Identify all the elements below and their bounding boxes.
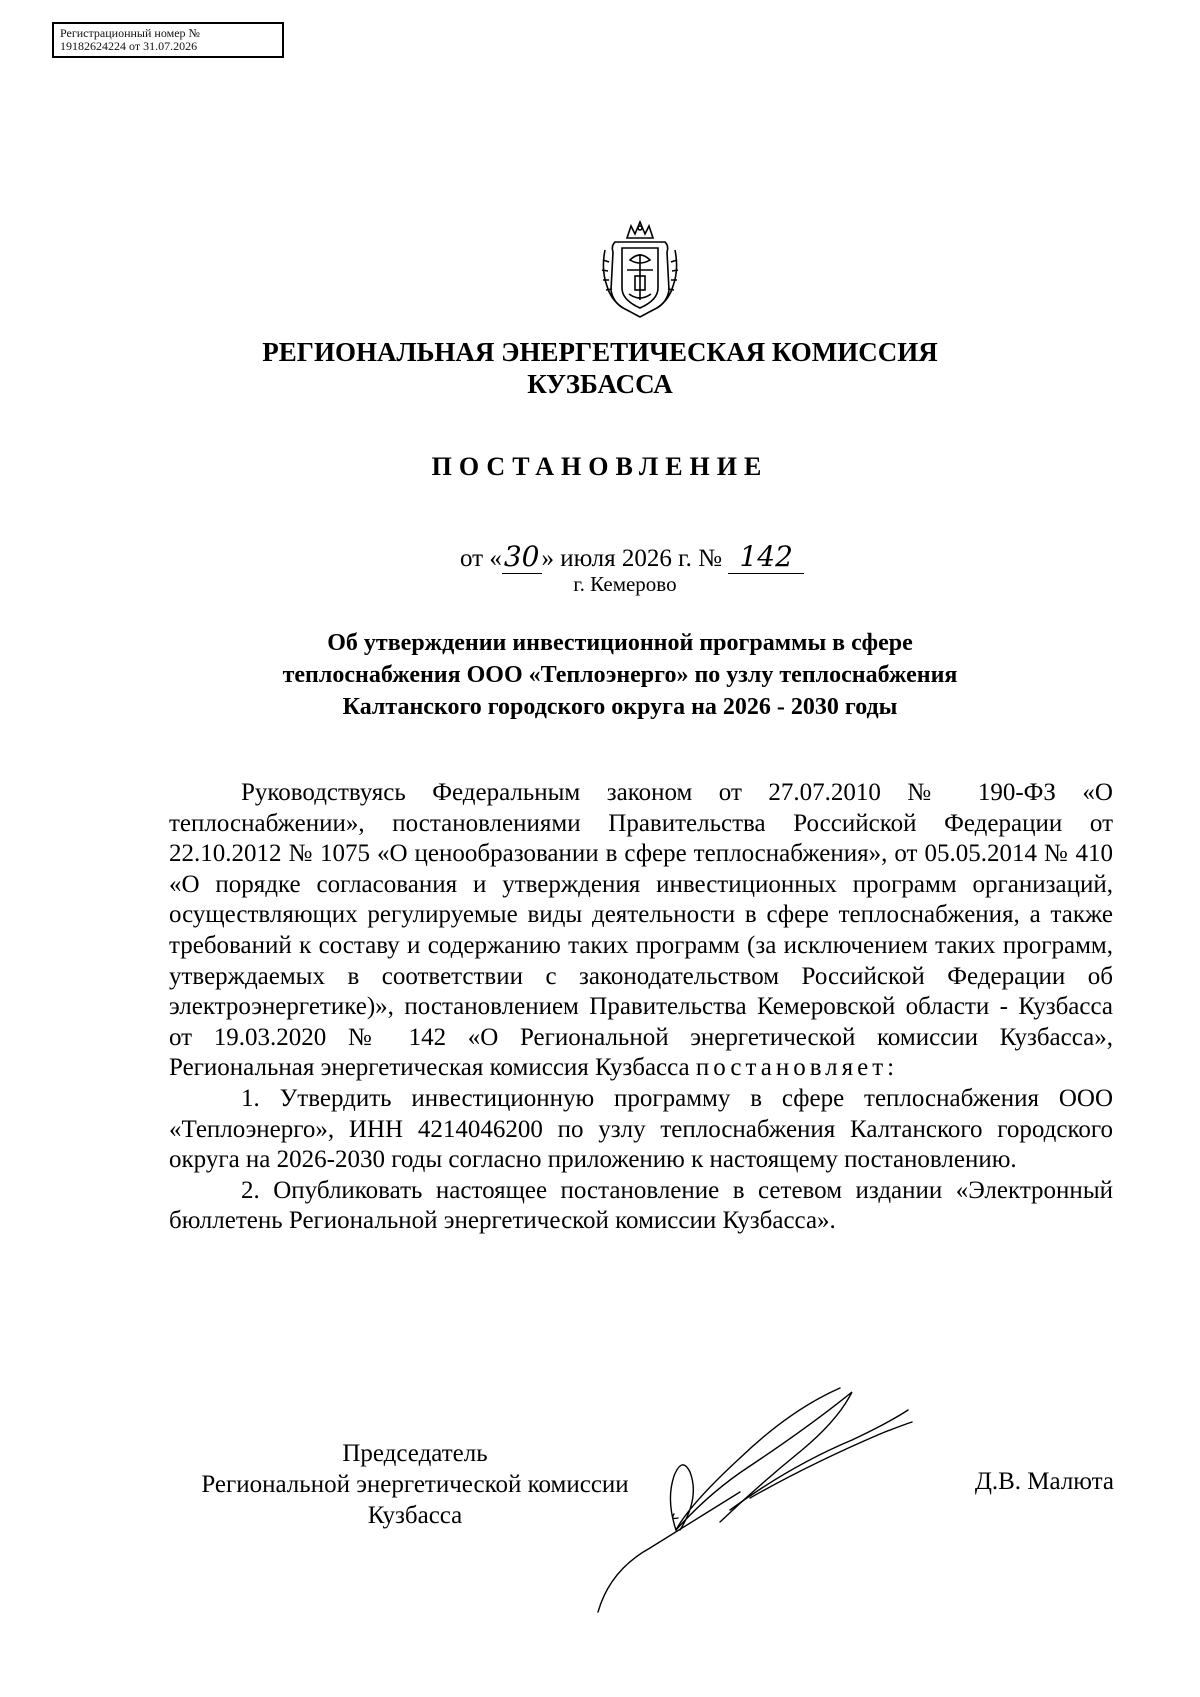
position-line-3: Кузбасса	[367, 1502, 463, 1529]
title-line-1: Об утверждении инвестиционной программы в сфере	[327, 630, 913, 656]
document-type: ПОСТАНОВЛЕНИЕ	[431, 452, 769, 481]
document-title	[0, 627, 1200, 723]
registration-stamp	[52, 22, 284, 58]
date-day-handwritten: 30	[503, 540, 540, 573]
position-line-2: Региональной энергетической комиссии	[201, 1471, 629, 1498]
handwritten-signature	[590, 1380, 1000, 1630]
date-middle: » июля 2026 г. №	[541, 545, 722, 572]
position-line-1: Председатель	[342, 1440, 488, 1467]
preamble-text: Руководствуясь Федеральным законом от 27.07.2010 № 190-ФЗ «О теплоснабжении», постановлениями Правительства Российской Федерации от 22.10.2012 № 1075 «О ценообразовании в сфере теплоснабжения», от 05.05.2014 № 410 «О порядке согласования и утверждения инвестиционных программ организаций, осуществляющих регулируемые виды деятельности в сфере теплоснабжения, а также требований к составу и содержанию таких программ (за исключением таких программ, утверждаемых в соответствии с законодательством Российской Федерации об электроэнергетике)», постановлением Правительства Кемеровской области - Кузбасса от 19.03.2020 № 142 «О Региональной энергетической комиссии Кузбасса», Региональная энергетическая комиссия Кузбасса	[169, 779, 1113, 1082]
document-body	[169, 778, 1113, 1237]
registration-number: 19182624224 от 31.07.2026	[60, 39, 198, 53]
preamble-paragraph	[169, 778, 1113, 1084]
title-line-2: теплоснабжения ООО «Теплоэнерго» по узлу теплоснабжения	[282, 662, 958, 688]
coat-of-arms-icon	[597, 220, 683, 320]
registration-label: Регистрационный номер №	[60, 26, 200, 40]
org-line-1: РЕГИОНАЛЬНАЯ ЭНЕРГЕТИЧЕСКАЯ КОМИССИЯ	[262, 337, 938, 367]
item-2: 2. Опубликовать настоящее постановление в сетевом издании «Электронный бюллетень Региональной энергетической комиссии Кузбасса».	[169, 1176, 1113, 1235]
org-line-2: КУЗБАССА	[527, 369, 673, 399]
resolves-word: постановляет:	[695, 1054, 899, 1082]
organization-name	[0, 336, 1200, 400]
date-line	[460, 540, 804, 574]
item-1: 1. Утвердить инвестиционную программу в сфере теплоснабжения ООО «Теплоэнерго», ИНН 4214046200 по узлу теплоснабжения Калтанского городского округа на 2026-2030 годы согласно приложению к настоящему постановлению.	[169, 1084, 1113, 1174]
signatory-name: Д.В. Малюта	[974, 1468, 1114, 1495]
date-prefix: от «	[460, 545, 502, 572]
title-line-3: Калтанского городского округа на 2026 - 2030 годы	[342, 694, 898, 720]
document-number-handwritten: 142	[728, 540, 804, 574]
city: г. Кемерово	[573, 572, 677, 596]
